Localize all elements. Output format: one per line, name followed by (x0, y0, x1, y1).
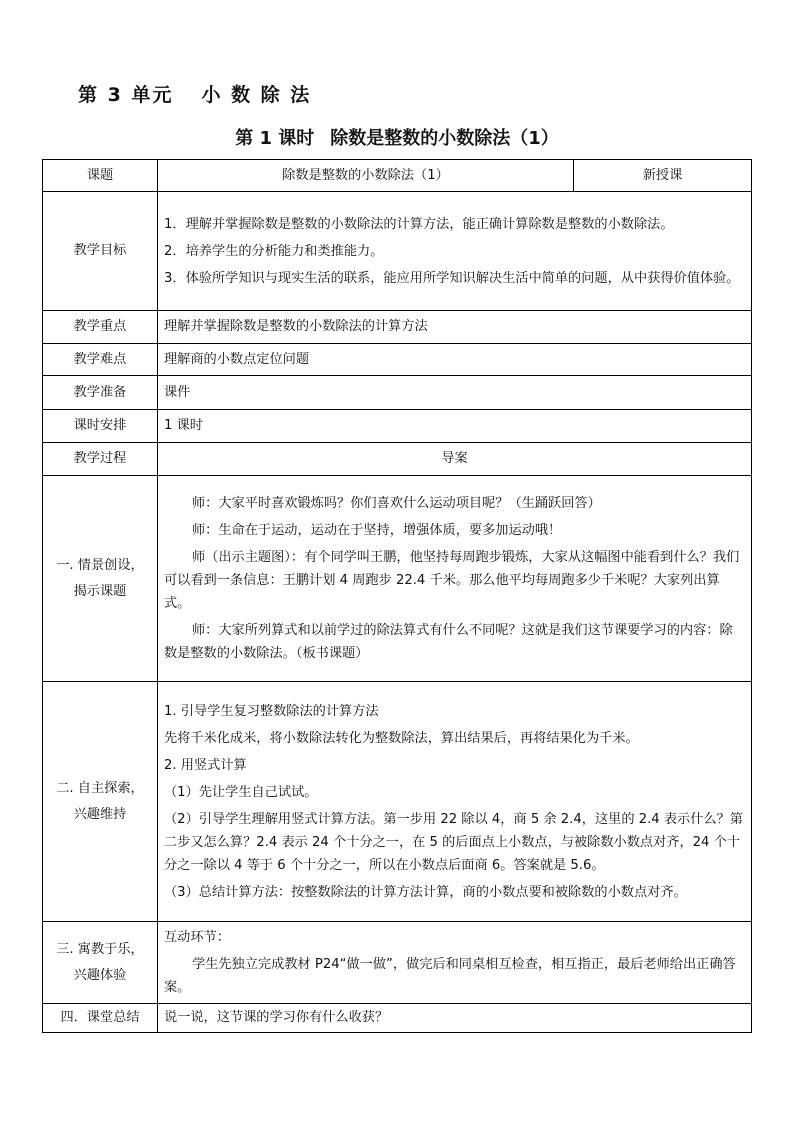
row-section-2 (43, 682, 752, 922)
unit-title (78, 80, 311, 107)
section-1-paragraph: 师：大家所列算式和以前学过的除法算式有什么不同呢？这就是我们这节课要学习的内容：除数是整数的小数除法。（板书课题） (164, 623, 733, 661)
row-preparation (43, 376, 752, 410)
schedule-value: 1 课时 (158, 410, 752, 443)
section-1-label (43, 476, 158, 682)
goal-item: 1．理解并掌握除数是整数的小数除法的计算方法，能正确计算除数是整数的小数除法。 (164, 216, 674, 232)
section-2-content (158, 682, 752, 922)
key-point-value: 理解并掌握除数是整数的小数除法的计算方法 (158, 311, 752, 344)
lesson-type: 新授课 (574, 160, 752, 192)
row-section-4 (43, 1004, 752, 1033)
section-3-paragraph: 互动环节： (164, 930, 230, 945)
section-1-paragraph: 师（出示主题图）：有个同学叫王鹏，他坚持每周跑步锻炼，大家从这幅图中能看到什么？我们可以看到一条信息：王鹏计划 4 周跑步 22.4 千米。那么他平均每周跑多少千米呢？大家列出算式。 (164, 550, 740, 611)
row-schedule (43, 410, 752, 443)
difficulty-label: 教学难点 (43, 344, 158, 376)
key-point-label: 教学重点 (43, 311, 158, 344)
section-2-paragraph: 2. 用竖式计算 (164, 757, 247, 773)
section-3-paragraph: 学生先独立完成教材 P24“做一做”，做完后和同桌相互检查，相互指正，最后老师给出正确答案。 (164, 957, 736, 995)
row-section-1 (43, 476, 752, 682)
section-1-label-line2: 揭示课题 (73, 583, 127, 599)
topic-value: 除数是整数的小数除法（1） (158, 160, 574, 192)
lesson-name: 除数是整数的小数除法（1） (330, 128, 559, 149)
process-label: 教学过程 (43, 443, 158, 476)
row-difficulty (43, 344, 752, 376)
row-key-point (43, 311, 752, 344)
preparation-label: 教学准备 (43, 376, 158, 410)
section-2-paragraph: （3）总结计算方法：按整数除法的计算方法计算，商的小数点要和被除数的小数点对齐。 (164, 884, 687, 900)
row-goals (43, 192, 752, 311)
preparation-value: 课件 (158, 376, 752, 410)
process-value: 导案 (158, 443, 752, 476)
section-3-content (158, 922, 752, 1004)
section-2-paragraph: 1. 引导学生复习整数除法的计算方法 (164, 703, 379, 719)
section-2-paragraph: （1）先让学生自己试试。 (164, 784, 318, 800)
goal-item: 3．体验所学知识与现实生活的联系，能应用所学知识解决生活中简单的问题，从中获得价值体验。 (164, 270, 740, 286)
row-process (43, 443, 752, 476)
section-1-content (158, 476, 752, 682)
section-4-value: 说一说，这节课的学习你有什么收获？ (158, 1004, 752, 1033)
schedule-label: 课时安排 (43, 410, 158, 443)
section-2-label-line1: 二. 自主探索， (56, 780, 144, 796)
section-1-paragraph: 师：生命在于运动，运动在于坚持，增强体质，要多加运动哦！ (192, 523, 562, 538)
section-3-label-line1: 三. 寓教于乐， (56, 941, 144, 957)
section-2-label-line2: 兴趣维持 (73, 806, 127, 822)
goals-content (158, 192, 752, 311)
topic-label: 课题 (43, 160, 158, 192)
section-2-paragraph: （2）引导学生理解用竖式计算方法。第一步用 22 除以 4，商 5 余 2.4，这里的 2.4 表示什么？第二步又怎么算？2.4 表示 24 个十分之一，在 5 的后面点上小数点，与被除数小数点对齐，24 个十分之一除以 4 等于 6 个十分之一，所以在小数点后面商 6。答案就是 5.6。 (164, 811, 743, 873)
section-2-label (43, 682, 158, 922)
goals-label: 教学目标 (43, 192, 158, 311)
unit-number: 第 3 单元 (78, 84, 174, 106)
section-1-label-line1: 一. 情景创设， (56, 557, 144, 573)
section-3-label (43, 922, 158, 1004)
section-2-paragraph: 先将千米化成米，将小数除法转化为整数除法，算出结果后，再将结果化为千米。 (164, 730, 639, 746)
row-section-3 (43, 922, 752, 1004)
difficulty-value: 理解商的小数点定位问题 (158, 344, 752, 376)
lesson-title (0, 124, 794, 150)
section-4-label: 四．课堂总结 (43, 1004, 158, 1033)
lesson-plan-table (42, 159, 752, 1033)
unit-name: 小 数 除 法 (201, 84, 312, 106)
section-1-paragraph: 师：大家平时喜欢锻炼吗？你们喜欢什么运动项目呢？（生踊跃回答） (192, 496, 601, 511)
goal-item: 2．培养学生的分析能力和类推能力。 (164, 243, 384, 259)
lesson-number: 第 1 课时 (235, 128, 315, 149)
row-topic (43, 160, 752, 192)
section-3-label-line2: 兴趣体验 (73, 967, 127, 983)
